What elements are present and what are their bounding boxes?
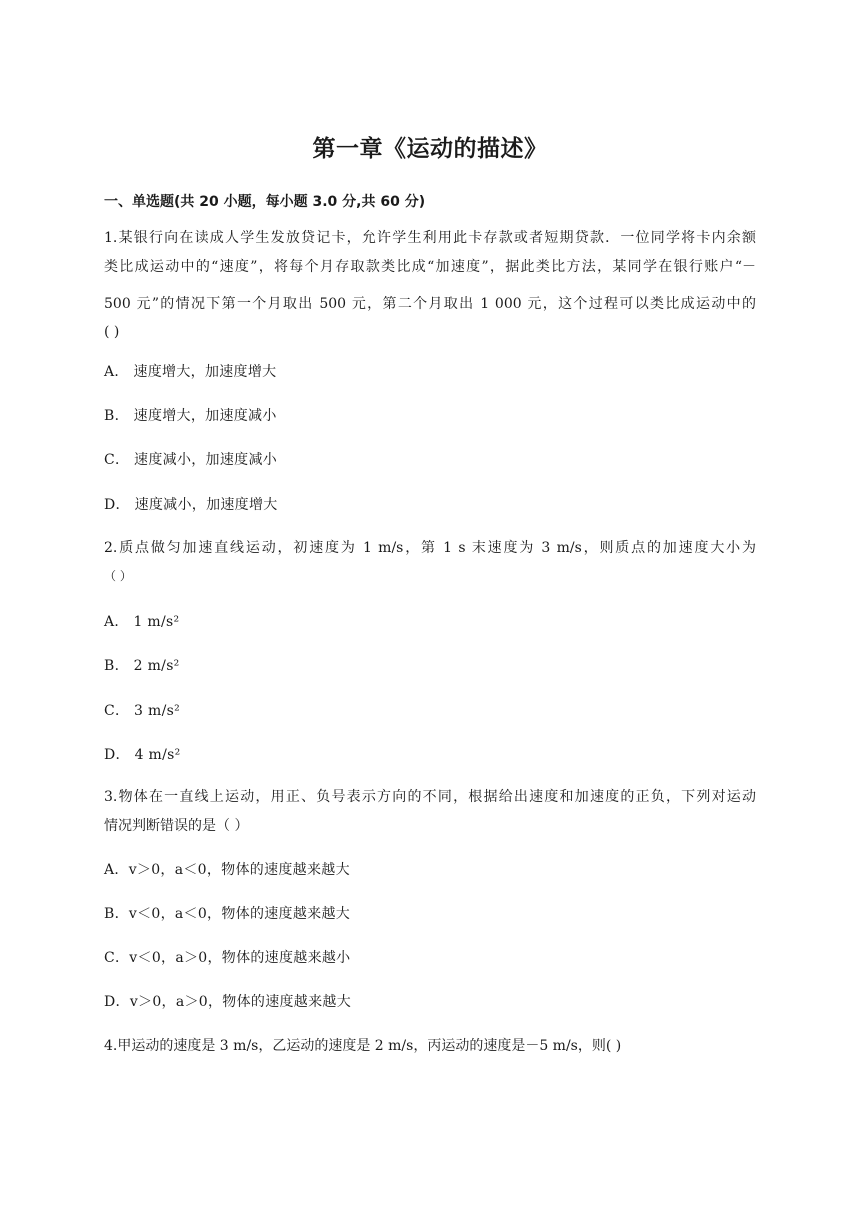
question-2-line-1: 2.质点做匀加速直线运动，初速度为 1 m/s，第 1 s 末速度为 3 m/s，则质点的加速度大小为	[104, 540, 756, 556]
question-1-line-2: 类比成运动中的“速度”，将每个月存取款类比成“加速度”，据此类比方法，某同学在银行账户“－	[104, 259, 756, 275]
page-title: 第一章《运动的描述》	[312, 136, 548, 162]
question-1-option-b: B． 速度增大，加速度减小	[104, 408, 277, 424]
question-1-line-3: 500 元”的情况下第一个月取出 500 元，第二个月取出 1 000 元，这个过程可以类比成运动中的	[104, 296, 756, 312]
question-3-option-b: B．v＜0，a＜0，物体的速度越来越大	[104, 906, 351, 922]
section-heading: 一、单选题(共 20 小题，每小题 3.0 分,共 60 分)	[104, 194, 426, 210]
question-2-option-a: A． 1 m/s²	[104, 614, 180, 630]
question-1-option-a: A． 速度增大，加速度增大	[104, 364, 277, 380]
question-3-line-2: 情况判断错误的是（ ）	[104, 818, 249, 834]
question-1-line-4: ( )	[104, 324, 120, 340]
question-4-line-1: 4.甲运动的速度是 3 m/s，乙运动的速度是 2 m/s，丙运动的速度是－5 m/s，则( )	[104, 1038, 622, 1054]
question-3-option-a: A．v＞0，a＜0，物体的速度越来越大	[104, 862, 350, 878]
question-2-option-c: C． 3 m/s²	[104, 703, 181, 719]
question-1-line-1: 1.某银行向在读成人学生发放贷记卡，允许学生利用此卡存款或者短期贷款．一位同学将卡内余额	[104, 230, 756, 246]
question-3-option-c: C．v＜0，a＞0，物体的速度越来越小	[104, 950, 351, 966]
question-2-option-d: D． 4 m/s²	[104, 747, 181, 763]
question-3-option-d: D．v＞0，a＞0，物体的速度越来越大	[104, 994, 351, 1010]
question-3-line-1: 3.物体在一直线上运动，用正、负号表示方向的不同，根据给出速度和加速度的正负，下列对运动	[104, 789, 756, 805]
question-2-line-2: （ ）	[104, 569, 132, 583]
question-1-option-d: D． 速度减小，加速度增大	[104, 497, 278, 513]
question-2-option-b: B． 2 m/s²	[104, 658, 180, 674]
question-1-option-c: C． 速度减小，加速度减小	[104, 452, 278, 468]
